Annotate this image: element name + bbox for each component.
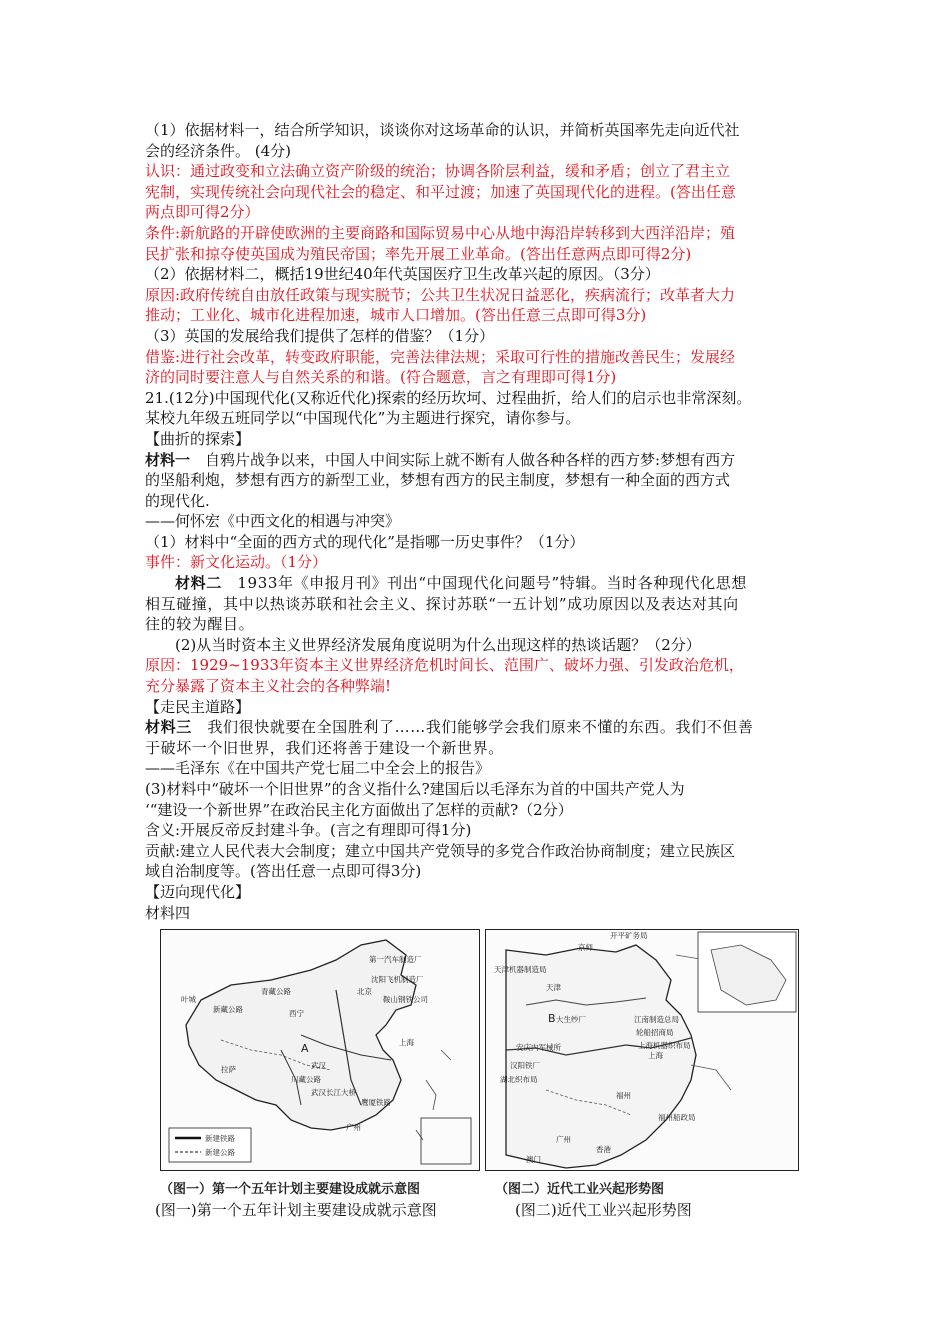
line-text: 借鉴:进行社会改革，转变政府职能，完善法律法规；采取可行性的措施改善民生；发展经 <box>145 347 736 366</box>
line-text: 原因：1929~1933年资本主义世界经济危机时间长、范围广、破坏力强、引发政治危机， <box>145 656 744 675</box>
line-text: 民扩张和掠夺使英国成为殖民帝国；率先开展工业革命。(答出任意两点即可得2分) <box>145 244 692 263</box>
line-text: 材料四 <box>145 903 191 922</box>
map-label: 广州 <box>556 1135 571 1145</box>
map-label: 湖北织布局 <box>500 1075 538 1085</box>
text-line <box>145 655 825 676</box>
map-label: 武汉长江大桥 <box>311 1088 356 1098</box>
line-text: 相互碰撞，其中以热谈苏联和社会主义、探讨苏联“一五计划”成功原因以及表达对其向 <box>145 594 739 613</box>
text-line <box>145 141 825 162</box>
line-text: ‘“建设一个新世界”在政治民主化方面做出了怎样的贡献?（2分） <box>145 800 573 819</box>
line-text: 事件：新文化运动。（1分） <box>145 553 328 572</box>
text-line <box>145 676 825 697</box>
line-text: （2）依据材料二，概括19世纪40年代英国医疗卫生改革兴起的原因。（3分） <box>145 265 660 284</box>
map-label: 京师 <box>578 943 593 953</box>
text-line <box>145 841 825 862</box>
map-label: 江南制造总局 <box>634 1015 679 1025</box>
text-line <box>145 408 825 429</box>
text-line <box>145 594 825 615</box>
text-line <box>145 532 825 553</box>
text-line <box>145 614 825 635</box>
map-label: 香港 <box>596 1145 611 1155</box>
line-text: 贡献:建立人民代表大会制度；建立中国共产党领导的多党合作政治协商制度；建立民族区 <box>145 841 736 860</box>
map-label: 沈阳飞机制造厂 <box>371 975 424 985</box>
map-label: 武汉 <box>311 1061 326 1071</box>
line-text: 原因:政府传统自由放任政策与现实脱节；公共卫生状况日益恶化，疾病流行；改革者大力 <box>145 285 736 304</box>
text-line <box>145 573 825 594</box>
map-label: 上海机器织布局 <box>638 1041 691 1051</box>
map-label: 天津 <box>546 983 561 993</box>
figure-header-bar <box>160 1176 797 1196</box>
text-line <box>145 470 825 491</box>
map-label: 澳门 <box>526 1155 541 1165</box>
line-text: 于破坏一个旧世界，我们还将善于建设一个新世界。 <box>145 738 504 757</box>
map-label: 上海 <box>399 1038 414 1048</box>
map-label: 青藏公路 <box>261 987 291 997</box>
line-text: 域自治制度等。(答出任意一点即可得3分) <box>145 862 422 881</box>
line-text: 的坚船利炮，梦想有西方的新型工业，梦想有西方的民主制度，梦想有一种全面的西方式 <box>145 471 731 490</box>
line-text: （1）依据材料一，结合所学知识，谈谈你对这场革命的认识，并简析英国率先走向近代社 <box>145 121 740 139</box>
text-line <box>145 511 825 532</box>
material-label: 材料二 <box>175 574 222 593</box>
text-line <box>145 161 825 182</box>
line-text: （3）英国的发展给我们提供了怎样的借鉴？（1分） <box>145 326 495 345</box>
line-text: 济的同时要注意人与自然关系的和谐。(符合题意，言之有理即可得1分) <box>145 368 617 387</box>
text-line <box>145 820 825 841</box>
map-label: 安庆内军械所 <box>516 1043 561 1053</box>
text-line <box>145 264 825 285</box>
text-line <box>145 450 825 471</box>
line-text: 21.(12分)中国现代化(又称近代化)探索的经历坎坷、过程曲折，给人们的启示也非常深刻。 <box>145 388 752 407</box>
figure-one-caption: (图一)第一个五年计划主要建设成就示意图 <box>155 1201 437 1220</box>
line-text: 往的较为醒目。 <box>145 615 255 634</box>
line-text: 宪制，实现传统社会向现代社会的稳定、和平过渡；加速了英国现代化的进程。(答出任意 <box>145 182 736 201</box>
map-label: B <box>548 1012 556 1026</box>
text-line <box>145 738 825 759</box>
line-text: 【曲折的探索】 <box>145 429 251 448</box>
map-label: 川藏公路 <box>291 1075 321 1085</box>
text-line <box>145 882 825 903</box>
map-label: 新藏公路 <box>213 1005 243 1015</box>
map-label: 鹰厦铁路 <box>361 1098 391 1108</box>
text-line <box>145 635 825 656</box>
text-line <box>145 182 825 203</box>
line-text: 的现代化. <box>145 491 210 510</box>
text-line <box>145 305 825 326</box>
line-text: 充分暴露了资本主义社会的各种弊端! <box>145 677 392 696</box>
text-line <box>145 800 825 821</box>
line-text: ——毛泽东《在中国共产党七届二中全会上的报告》 <box>145 759 491 778</box>
text-line <box>145 758 825 779</box>
line-text: 两点即可得2分） <box>145 203 260 222</box>
document-text <box>145 120 825 923</box>
map-label: 福州 <box>616 1091 631 1101</box>
line-text: 条件:新航路的开辟使欧洲的主要商路和国际贸易中心从地中海沿岸转移到大西洋沿岸；殖 <box>145 223 736 242</box>
text-line <box>145 861 825 882</box>
text-line <box>145 491 825 512</box>
figure-two-header: （图二）近代工业兴起形势图 <box>495 1182 665 1198</box>
map-label: A <box>301 1042 309 1056</box>
line-text: （1）材料中“全面的西方式的现代化”是指哪一历史事件？（1分） <box>145 532 585 551</box>
map-label: 西宁 <box>289 1009 304 1019</box>
text-line <box>145 697 825 718</box>
line-text: 认识：通过政变和立法确立资产阶级的统治；协调各阶层利益，缓和矛盾；创立了君主立 <box>145 162 731 181</box>
text-line <box>145 120 825 141</box>
text-line <box>145 326 825 347</box>
text-line <box>145 779 825 800</box>
figure-two-caption: (图二)近代工业兴起形势图 <box>515 1201 692 1220</box>
modern-industry-map <box>485 929 799 1171</box>
map-label: 天津机器制造局 <box>494 965 547 975</box>
material-four-figures <box>145 929 825 1219</box>
text-line <box>145 903 825 924</box>
material-label: 材料一 <box>145 450 191 469</box>
line-text: 含义:开展反帝反封建斗争。(言之有理即可得1分) <box>145 821 472 840</box>
text-line <box>145 367 825 388</box>
figure-one-header: （图一）第一个五年计划主要建设成就示意图 <box>160 1182 421 1198</box>
line-text: (3)材料中“破坏一个旧世界”的含义指什么?建国后以毛泽东为首的中国共产党人为 <box>145 780 685 798</box>
text-line <box>145 347 825 368</box>
map-label: 福州船政局 <box>658 1113 696 1123</box>
map-label: 鞍山钢铁公司 <box>383 995 428 1005</box>
line-text: 我们很快就要在全国胜利了……我们能够学会我们原来不懂的东西。我们不但善 <box>191 718 754 737</box>
text-line <box>145 552 825 573</box>
map-label: 新建铁路 <box>205 1134 235 1144</box>
line-text: 【迈向现代化】 <box>145 882 251 901</box>
text-line <box>145 223 825 244</box>
map-label: 叶城 <box>181 995 196 1005</box>
line-text: 推动；工业化、城市化进程加速，城市人口增加。(答出任意三点即可得3分) <box>145 306 647 325</box>
map-label: 上海 <box>648 1051 663 1061</box>
line-text: ——何怀宏《中西文化的相遇与冲突》 <box>145 512 401 531</box>
line-text: 会的经济条件。 (4分) <box>145 141 292 160</box>
text-line <box>145 202 825 223</box>
map-label: 轮船招商局 <box>636 1028 674 1038</box>
text-line <box>145 717 825 738</box>
document-page <box>145 120 825 1219</box>
line-text: 1933年《申报月刊》刊出“中国现代化问题号”特辑。当时各种现代化思想 <box>221 574 747 593</box>
material-label: 材料三 <box>145 718 192 737</box>
first-five-year-plan-map <box>160 929 480 1171</box>
line-text: 某校九年级五班同学以“中国现代化”为主题进行探究，请你参与。 <box>145 409 581 428</box>
map-label: 新建公路 <box>205 1148 235 1158</box>
line-text: (2)从当时资本主义世界经济发展角度说明为什么出现这样的热谈话题？（2分） <box>175 635 701 654</box>
map-label: 大生纱厂 <box>556 1015 586 1025</box>
text-line <box>145 285 825 306</box>
map-label: 广州 <box>346 1123 361 1133</box>
map-label: 开平矿务局 <box>610 931 648 941</box>
map-label: 第一汽车制造厂 <box>369 955 422 965</box>
text-line <box>145 244 825 265</box>
line-text: 【走民主道路】 <box>145 697 251 716</box>
map-label: 拉萨 <box>221 1065 236 1075</box>
map-label: 北京 <box>357 987 372 997</box>
text-line <box>145 429 825 450</box>
map-label: 汉阳铁厂 <box>510 1061 540 1071</box>
text-line <box>145 388 825 409</box>
line-text: 自鸦片战争以来，中国人中间实际上就不断有人做各种各样的西方梦:梦想有西方 <box>190 450 736 469</box>
